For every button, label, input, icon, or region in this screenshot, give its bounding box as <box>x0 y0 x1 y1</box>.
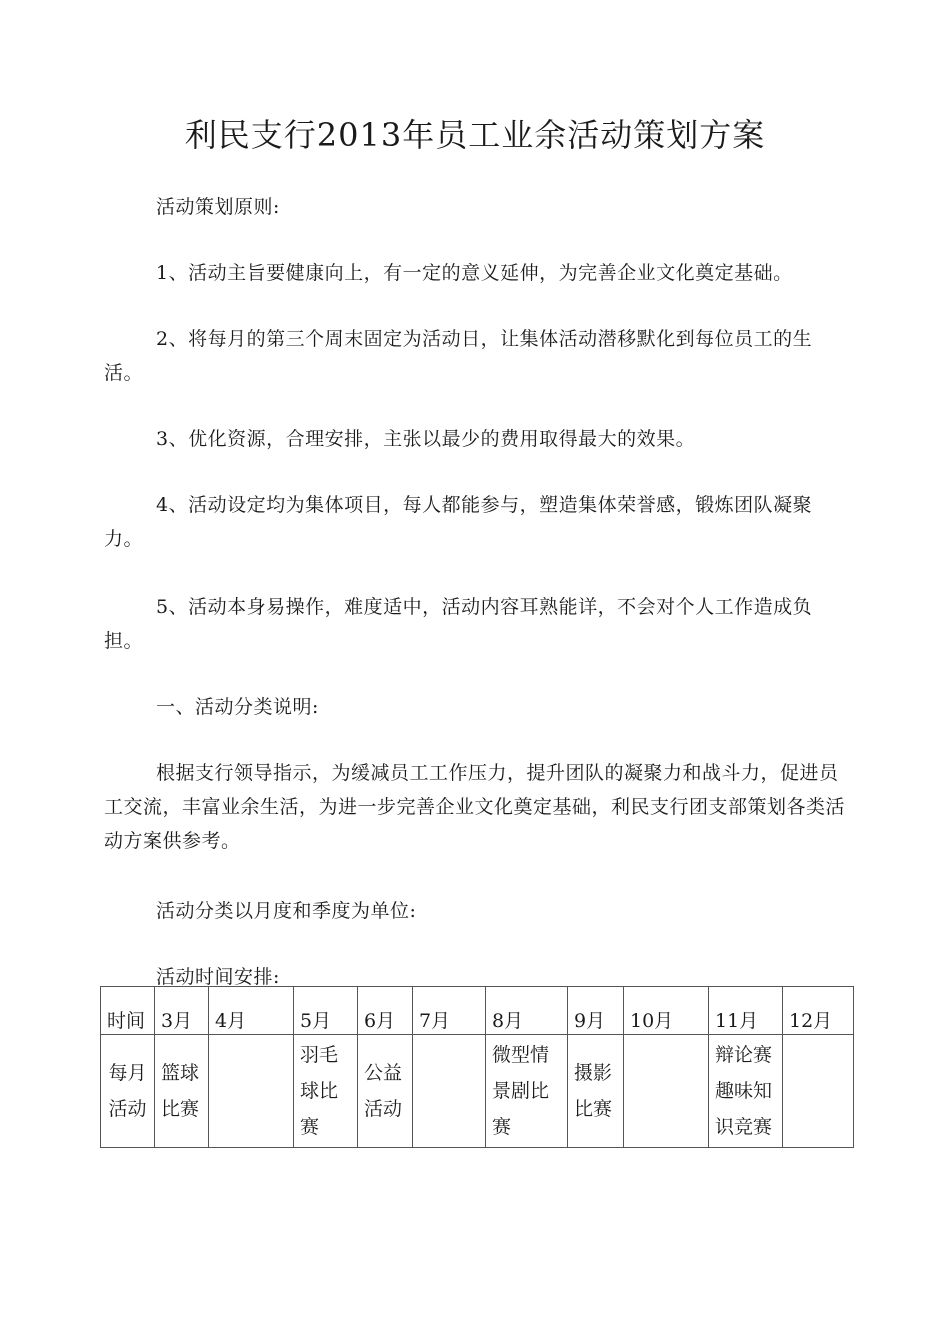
classification-note: 活动分类以月度和季度为单位: <box>156 900 417 922</box>
row-label-monthly-activity: 每月活动 <box>101 1035 155 1148</box>
table-cell: 辩论赛趣味知识竞赛 <box>709 1035 783 1148</box>
principle-1: 1、活动主旨要健康向上，有一定的意义延伸，为完善企业文化奠定基础。 <box>156 262 793 284</box>
header-cell-month: 6月 <box>358 987 413 1035</box>
principle-4: 4、活动设定均为集体项目，每人都能参与，塑造集体荣誉感，锻炼团队凝聚力。 <box>104 494 813 550</box>
activity-schedule-table <box>100 986 854 1148</box>
table-cell <box>209 1035 294 1148</box>
header-cell-month: 3月 <box>155 987 209 1035</box>
table-cell <box>413 1035 486 1148</box>
principle-2: 2、将每月的第三个周末固定为活动日，让集体活动潜移默化到每位员工的生活。 <box>104 328 813 384</box>
table-cell: 摄影比赛 <box>568 1035 624 1148</box>
header-cell-month: 8月 <box>486 987 568 1035</box>
section1-body: 根据支行领导指示，为缓减员工工作压力，提升团队的凝聚力和战斗力，促进员工交流，丰富业余生活，为进一步完善企业文化奠定基础，利民支行团支部策划各类活动方案供参考。 <box>104 762 846 852</box>
table-cell: 羽毛球比赛 <box>294 1035 358 1148</box>
table-cell: 篮球比赛 <box>155 1035 209 1148</box>
table-cell: 公益活动 <box>358 1035 413 1148</box>
header-cell-month: 9月 <box>568 987 624 1035</box>
principles-heading: 活动策划原则: <box>156 196 280 218</box>
principle-3: 3、优化资源，合理安排，主张以最少的费用取得最大的效果。 <box>156 428 696 450</box>
table-header-row <box>101 987 854 1035</box>
header-cell-month: 4月 <box>209 987 294 1035</box>
header-cell-month: 10月 <box>624 987 709 1035</box>
header-cell-time: 时间 <box>101 987 155 1035</box>
table-row <box>101 1035 854 1148</box>
header-cell-month: 12月 <box>783 987 854 1035</box>
section1-heading: 一、活动分类说明: <box>156 696 319 718</box>
principle-5: 5、活动本身易操作，难度适中，活动内容耳熟能详，不会对个人工作造成负担。 <box>104 596 813 652</box>
document-title: 利民支行2013年员工业余活动策划方案 <box>184 116 766 154</box>
header-cell-month: 11月 <box>709 987 783 1035</box>
table-cell: 微型情景剧比赛 <box>486 1035 568 1148</box>
table-cell <box>624 1035 709 1148</box>
schedule-label: 活动时间安排: <box>156 966 280 988</box>
header-cell-month: 7月 <box>413 987 486 1035</box>
table-cell <box>783 1035 854 1148</box>
header-cell-month: 5月 <box>294 987 358 1035</box>
